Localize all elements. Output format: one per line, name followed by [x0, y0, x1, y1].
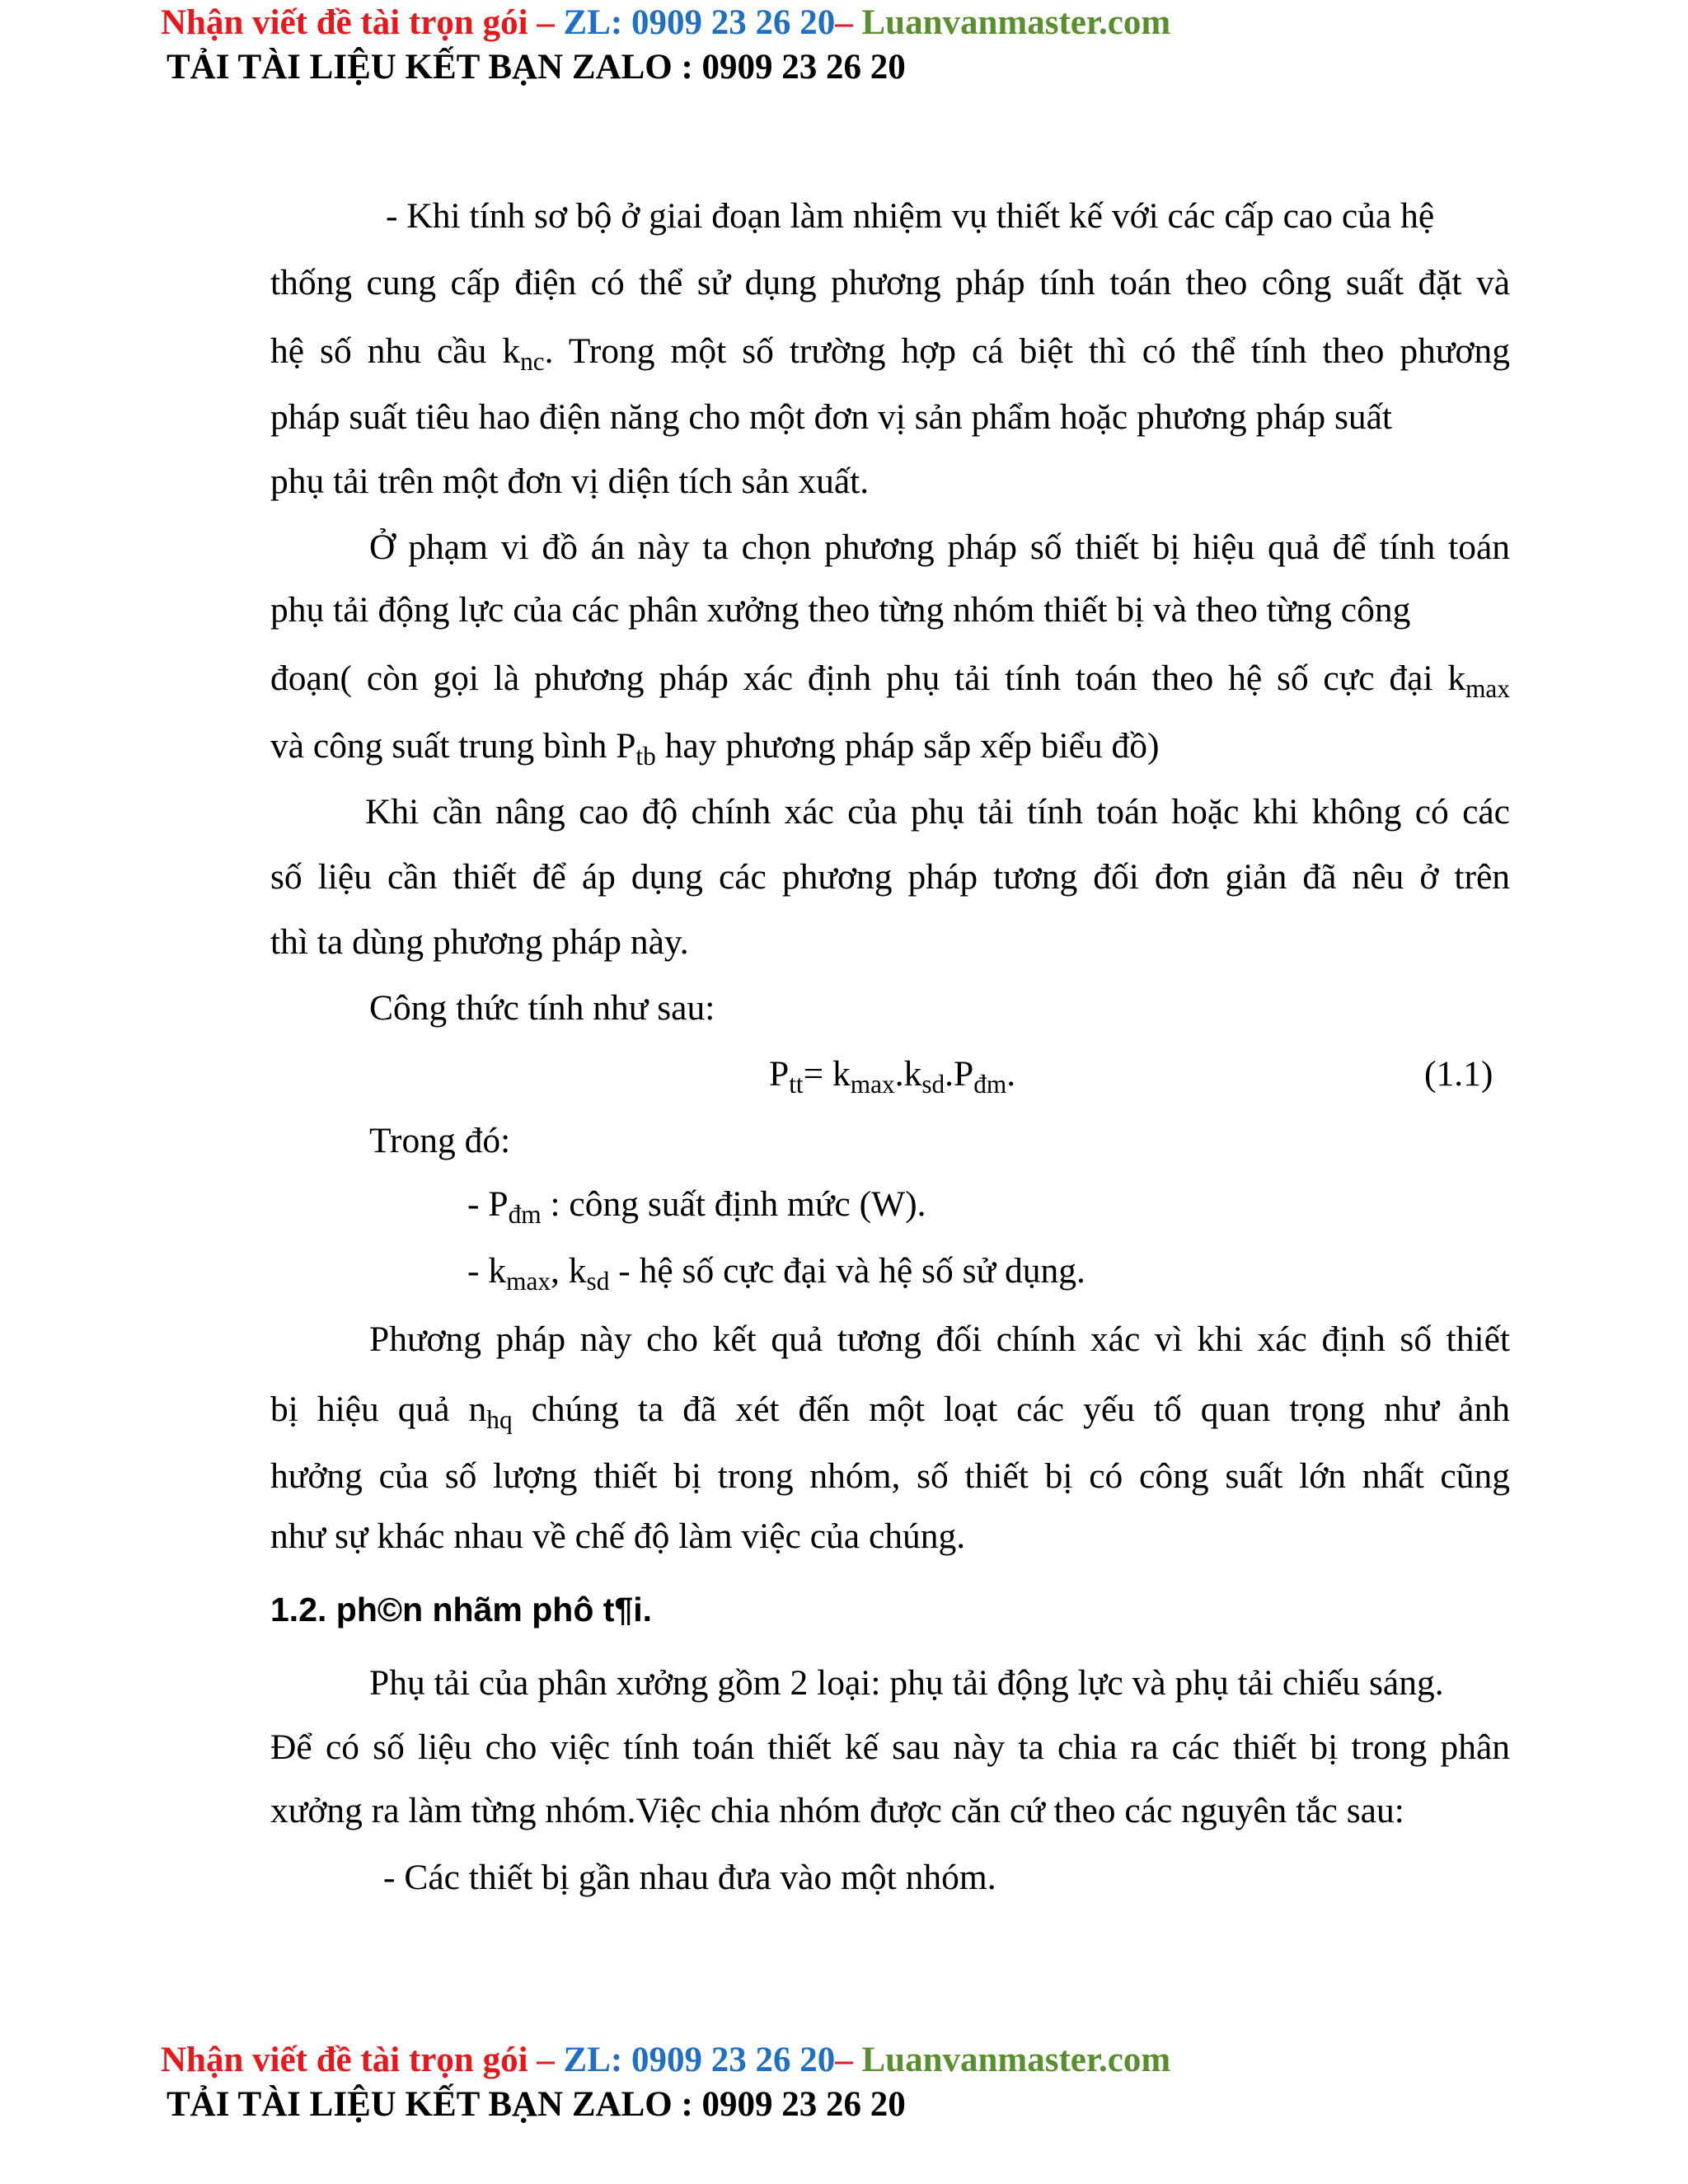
p1-line2: thống cung cấp điện có thể sử dụng phương pháp tính toán theo công suất đặt và	[270, 263, 1510, 302]
banner-website: Luanvanmaster.com	[861, 2041, 1171, 2079]
definition-kmax-ksd: - $k_{max}$, $k_{sd}$ - hệ số cực đại và hệ số sử dụng.	[467, 1251, 1085, 1296]
banner-dash: –	[835, 3, 862, 42]
banner-zalo-phone: ZL: 0909 23 26 20	[563, 2041, 836, 2079]
p2-line2: phụ tải động lực của các phân xưởng theo từng nhóm thiết bị và theo từng công	[270, 590, 1411, 630]
p2-line4: và công suất trung bình $P_{tb}$ hay phương pháp sắp xếp biểu đồ)	[270, 726, 1160, 771]
p2-line3: đoạn( còn gọi là phương pháp xác định phụ tải tính toán theo hệ số cực đại $k_{max}$	[270, 658, 1510, 703]
p3-line3: thì ta dùng phương pháp này.	[270, 922, 689, 962]
header-banner-line2: TẢI TÀI LIỆU KẾT BẠN ZALO : 0909 23 26 20	[166, 48, 906, 87]
banner-website: Luanvanmaster.com	[861, 3, 1171, 42]
p2-line1: Ở phạm vi đồ án này ta chọn phương pháp số thiết bị hiệu quả để tính toán	[369, 527, 1510, 567]
p5-line1: Phụ tải của phân xưởng gồm 2 loại: phụ tải động lực và phụ tải chiếu sáng.	[369, 1663, 1444, 1703]
p4-line2: bị hiệu quả $n_{hq}$ chúng ta đã xét đến một loạt các yếu tố quan trọng như ảnh	[270, 1390, 1510, 1434]
header-banner-line1	[161, 5, 1170, 40]
banner-zalo-phone: ZL: 0909 23 26 20	[563, 3, 836, 42]
footer-banner-line2: TẢI TÀI LIỆU KẾT BẠN ZALO : 0909 23 26 20	[166, 2085, 906, 2124]
definition-pdm: - $P_{đm}$ : công suất định mức (W).	[467, 1184, 926, 1229]
banner-service-text: Nhận viết đề tài trọn gói –	[161, 2041, 564, 2079]
p5-line2: Để có số liệu cho việc tính toán thiết kế sau này ta chia ra các thiết bị trong phân	[270, 1727, 1510, 1767]
equation-number: (1.1)	[1424, 1054, 1493, 1094]
p4-line4: như sự khác nhau về chế độ làm việc của chúng.	[270, 1516, 966, 1556]
p4-line1: Phương pháp này cho kết quả tương đối chính xác vì khi xác định số thiết	[369, 1319, 1510, 1359]
p4-line3: hưởng của số lượng thiết bị trong nhóm, số thiết bị có công suất lớn nhất cũng	[270, 1456, 1510, 1496]
p3-line2: số liệu cần thiết để áp dụng các phương pháp tương đối đơn giản đã nêu ở trên	[270, 857, 1510, 897]
p1-line1: - Khi tính sơ bộ ở giai đoạn làm nhiệm vụ thiết kế với các cấp cao của hệ	[386, 196, 1435, 236]
equation-1-1: $P_{tt}= k_{max}.k_{sd}.P_{đm}$.	[769, 1054, 1016, 1099]
section-heading: 1.2. ph©n nhãm phô t¶i.	[270, 1591, 653, 1629]
p5-line4: - Các thiết bị gần nhau đưa vào một nhóm.	[383, 1858, 996, 1897]
formula-intro: Công thức tính như sau:	[369, 988, 715, 1028]
p3-line1: Khi cần nâng cao độ chính xác của phụ tải tính toán hoặc khi không có các	[365, 792, 1510, 832]
p5-line3: xưởng ra làm từng nhóm.Việc chia nhóm được căn cứ theo các nguyên tắc sau:	[270, 1791, 1404, 1830]
banner-service-text: Nhận viết đề tài trọn gói –	[161, 3, 564, 42]
p1-line4: pháp suất tiêu hao điện năng cho một đơn vị sản phẩm hoặc phương pháp suất	[270, 397, 1393, 437]
p1-line3: hệ số nhu cầu $k_{nc}$. Trong một số trường hợp cá biệt thì có thể tính theo phương	[270, 331, 1511, 376]
footer-banner-line1	[161, 2042, 1170, 2078]
banner-dash: –	[835, 2041, 862, 2079]
where-label: Trong đó:	[369, 1121, 511, 1160]
p1-line5: phụ tải trên một đơn vị diện tích sản xuất.	[270, 462, 870, 501]
